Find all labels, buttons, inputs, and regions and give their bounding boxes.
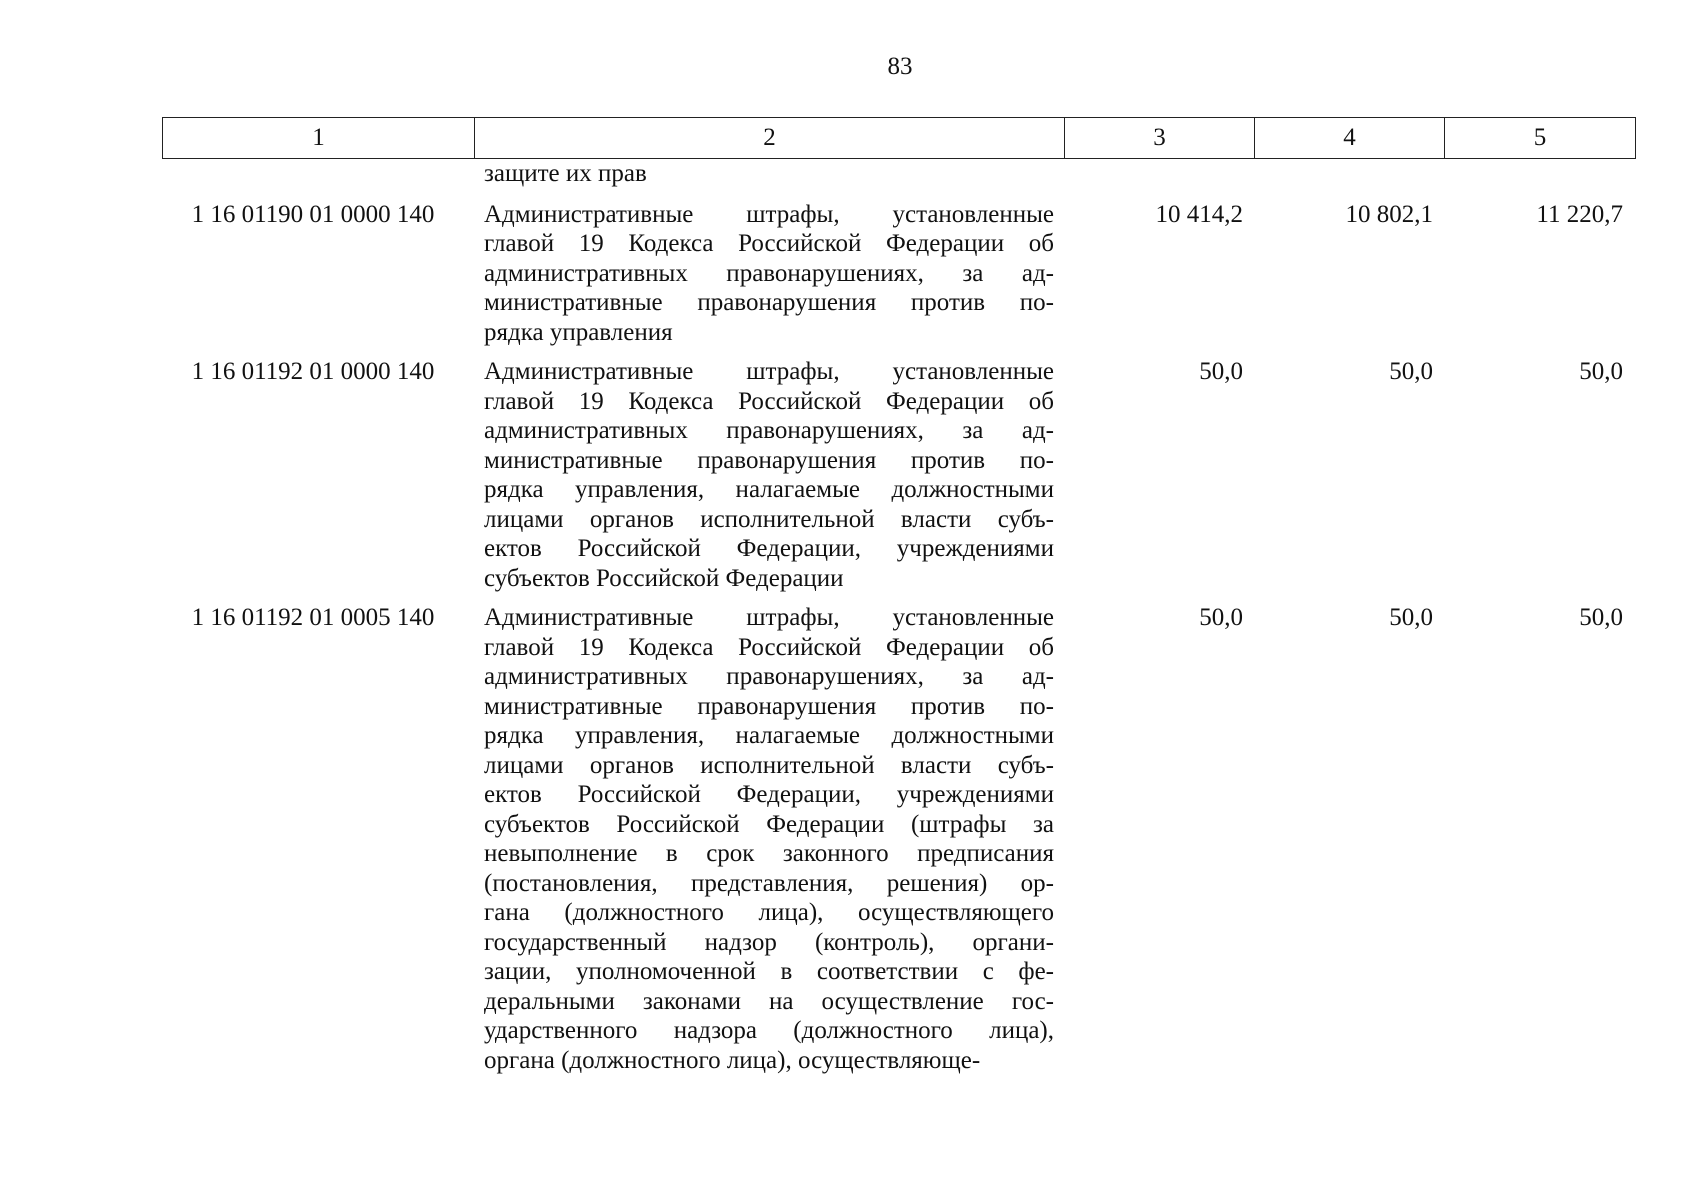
table-row: [162, 603, 1636, 1075]
name-text-line: невыполнение в срок законного предписания: [484, 840, 1054, 867]
table-body: [162, 159, 1636, 1075]
table-rows: [162, 200, 1636, 1076]
column-header-4: 4: [1255, 118, 1445, 158]
name-text-line: Административные штрафы, установленные: [484, 358, 1054, 385]
name-text-line: гана (должностного лица), осуществляющего: [484, 899, 1054, 926]
amount-cell-col5: 50,0: [1579, 358, 1623, 385]
name-text-line: министративные правонарушения против по-: [484, 446, 1054, 474]
name-text-line: субъектов Российской Федерации: [484, 564, 844, 592]
name-text-line: главой 19 Кодекса Российской Федерации об: [484, 633, 1054, 661]
budget-code-cell: 1 16 01190 01 0000 140: [191, 200, 435, 228]
table-header-row: [162, 117, 1636, 159]
amount-cell-col4: 50,0: [1389, 604, 1433, 631]
name-text-line: административных правонарушениях, за ад-: [484, 417, 1054, 444]
name-text-line: рядка управления, налагаемые должностными: [484, 722, 1054, 749]
name-text-line: рядка управления, налагаемые должностными: [484, 476, 1054, 503]
revenue-name-cell: [474, 200, 1064, 348]
name-text-line: ектов Российской Федерации, учреждениями: [484, 535, 1054, 562]
table-row-continuation: [162, 159, 1636, 189]
amount-cell-col3: 10 414,2: [1155, 200, 1243, 228]
name-text-line: лицами органов исполнительной власти субъ-: [484, 751, 1054, 779]
name-text-line: органа (должностного лица), осуществляюще-: [484, 1046, 981, 1074]
name-text-line: Административные штрафы, установленные: [484, 604, 1054, 631]
page-number: 83: [887, 53, 913, 80]
name-text-line: деральными законами на осуществление гос-: [484, 987, 1054, 1015]
amount-cell-col5: 11 220,7: [1536, 200, 1623, 228]
column-header-5: 5: [1533, 124, 1547, 151]
name-text-line: зации, уполномоченной в соответствии с фе-: [484, 958, 1054, 985]
column-header-2: 2: [475, 118, 1065, 158]
name-cell: [474, 159, 1064, 189]
table-row: [162, 200, 1636, 348]
amount-cell-col4: 50,0: [1389, 358, 1433, 385]
name-text-line: Административные штрафы, установленные: [484, 200, 1054, 228]
name-text-line: ектов Российской Федерации, учреждениями: [484, 781, 1054, 808]
amount-cell-col3: 50,0: [1199, 358, 1243, 385]
name-text-line: ударственного надзора (должностного лица),: [484, 1017, 1054, 1044]
revenue-name-cell: [474, 603, 1064, 1075]
amount-cell-col3: 50,0: [1199, 604, 1243, 631]
name-text-line: главой 19 Кодекса Российской Федерации об: [484, 387, 1054, 415]
table-row: [162, 357, 1636, 593]
name-text-line: лицами органов исполнительной власти субъ-: [484, 505, 1054, 533]
name-text-line: министративные правонарушения против по-: [484, 289, 1054, 316]
name-text-line: министративные правонарушения против по-: [484, 692, 1054, 720]
amount-cell-col5: 50,0: [1579, 604, 1623, 631]
continuation-text: защите их прав: [484, 160, 647, 187]
budget-code-cell: 1 16 01192 01 0005 140: [191, 604, 435, 631]
name-text-line: административных правонарушениях, за ад-: [484, 259, 1054, 287]
budget-code-cell: 1 16 01192 01 0000 140: [191, 358, 435, 385]
name-text-line: административных правонарушениях, за ад-: [484, 663, 1054, 690]
name-text-line: рядка управления: [484, 318, 673, 346]
column-header-1: 1: [163, 118, 475, 158]
name-text-line: (постановления, представления, решения) ор-: [484, 869, 1054, 897]
amount-cell-col4: 10 802,1: [1345, 200, 1433, 228]
name-text-line: субъектов Российской Федерации (штрафы за: [484, 810, 1054, 838]
column-header-3: 3: [1065, 118, 1255, 158]
name-text-line: государственный надзор (контроль), органи-: [484, 928, 1054, 956]
revenue-name-cell: [474, 357, 1064, 593]
name-text-line: главой 19 Кодекса Российской Федерации об: [484, 230, 1054, 257]
